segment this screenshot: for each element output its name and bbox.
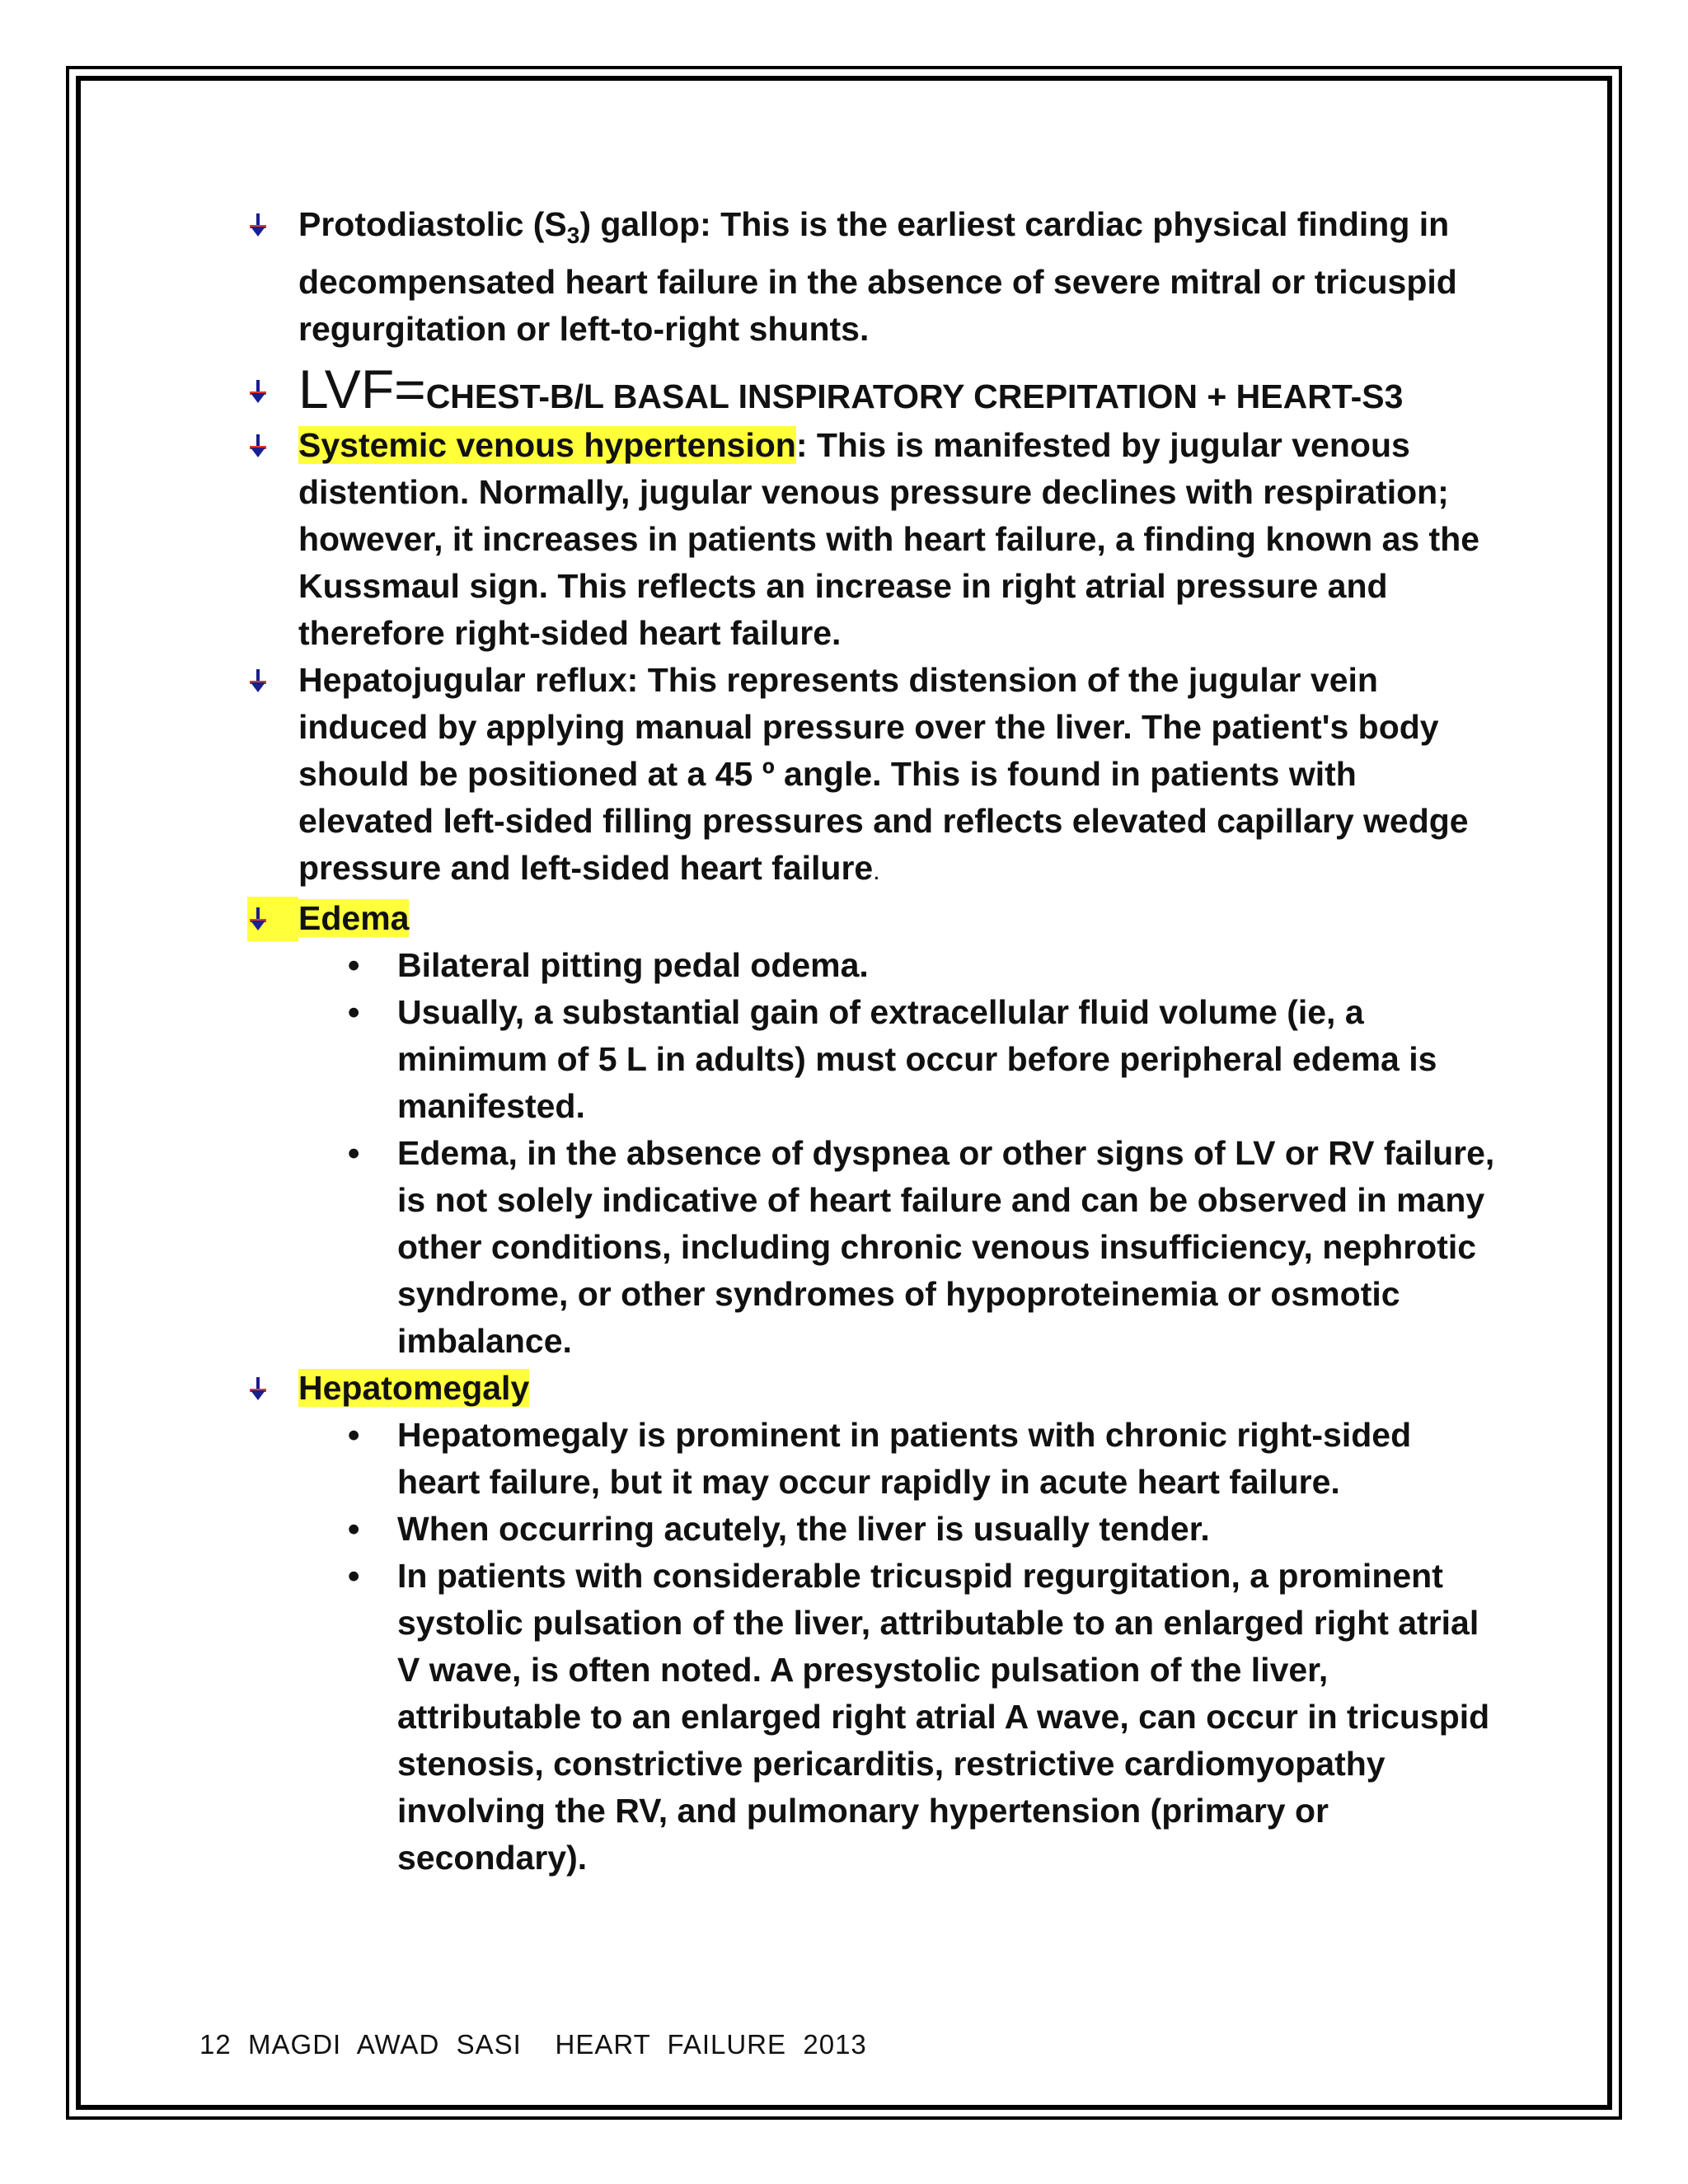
page-content <box>247 201 1500 1882</box>
edema-item-text: Bilateral pitting pedal odema. <box>397 946 869 985</box>
bullet-dot: • <box>348 1510 360 1549</box>
hepatomegaly-item-text: Hepatomegaly is prominent in patients with chronic right-sided heart failure, but it may occur rapidly in acute heart failure. <box>397 1416 1412 1502</box>
svh-text: : This is manifested by jugular venous distention. Normally, jugular venous pressure declines with respiration; however, it increases in patients with heart failure, a finding known as the Kussmaul sign. This reflects an increase in right atrial pressure and therefore right-sided heart failure. <box>298 426 1480 653</box>
lvf-label: LVF= <box>298 359 426 420</box>
edema-heading: Edema <box>298 899 410 938</box>
s3-text-post: ) gallop: This is the earliest cardiac physical finding in decompensated heart failure in the absence of severe mitral or tricuspid regurgitation or left-to-right shunts. <box>298 205 1457 349</box>
edema-item <box>247 942 1500 989</box>
hepatomegaly-item <box>247 1506 1500 1553</box>
down-arrow-icon <box>247 434 269 458</box>
down-arrow-icon <box>247 1376 269 1401</box>
bullet-dot: • <box>348 946 360 985</box>
down-arrow-icon <box>247 379 269 404</box>
edema-item <box>247 989 1500 1130</box>
lvf-definition: CHEST-B/L BASAL INSPIRATORY CREPITATION + HEART-S3 <box>425 377 1404 416</box>
bullet-s3-gallop <box>247 201 1500 353</box>
down-arrow-icon <box>247 213 269 237</box>
bullet-edema <box>247 895 1500 942</box>
bullet-dot: • <box>348 1557 360 1596</box>
bullet-dot: • <box>348 1416 360 1455</box>
down-arrow-icon <box>247 668 269 693</box>
page-footer: 12 MAGDI AWAD SASI HEART FAILURE 2013 <box>199 2029 867 2060</box>
edema-item-text: Usually, a substantial gain of extracellular fluid volume (ie, a minimum of 5 L in adults) must occur before peripheral edema is manifested. <box>397 993 1437 1126</box>
s3-subscript: 3 <box>566 223 580 249</box>
hepatomegaly-item-text: When occurring acutely, the liver is usually tender. <box>397 1510 1210 1549</box>
bullet-dot: • <box>348 993 360 1032</box>
hepatomegaly-heading: Hepatomegaly <box>298 1369 530 1408</box>
hepatomegaly-item-text: In patients with considerable tricuspid regurgitation, a prominent systolic pulsation of the liver, attributable to an enlarged right atrial V wave, is often noted. A presystolic pulsation of the liver, attributable to an enlarged right atrial A wave, can occur in tricuspid stenosis, constrictive pericarditis, restrictive cardiomyopathy involving the RV, and pulmonary hypertension (primary or secondary). <box>397 1557 1490 1877</box>
s3-text-pre: Protodiastolic (S <box>298 205 567 243</box>
hjr-text: Hepatojugular reflux: This represents distension of the jugular vein induced by applying manual pressure over the liver. The patient's body should be positioned at a 45 º angle. This is found in patients with elevated left-sided filling pressures and reflects elevated capillary wedge pressure and left-sided heart failure <box>298 661 1469 888</box>
edema-item-text: Edema, in the absence of dyspnea or other signs of LV or RV failure, is not solely indicative of heart failure and can be observed in many other conditions, including chronic venous insufficiency, nephrotic syndrome, or other syndromes of hypoproteinemia or osmotic imbalance. <box>397 1134 1495 1361</box>
bullet-hepatomegaly <box>247 1365 1500 1412</box>
bullet-dot: • <box>348 1134 360 1173</box>
down-arrow-icon <box>247 907 269 931</box>
hjr-end: . <box>873 858 880 886</box>
bullet-systemic-venous-hypertension <box>247 422 1500 657</box>
hepatomegaly-item <box>247 1553 1500 1882</box>
edema-item <box>247 1130 1500 1365</box>
bullet-lvf <box>247 358 1500 420</box>
hepatomegaly-item <box>247 1412 1500 1506</box>
bullet-hepatojugular-reflux <box>247 657 1500 895</box>
svh-heading: Systemic venous hypertension <box>298 426 796 465</box>
